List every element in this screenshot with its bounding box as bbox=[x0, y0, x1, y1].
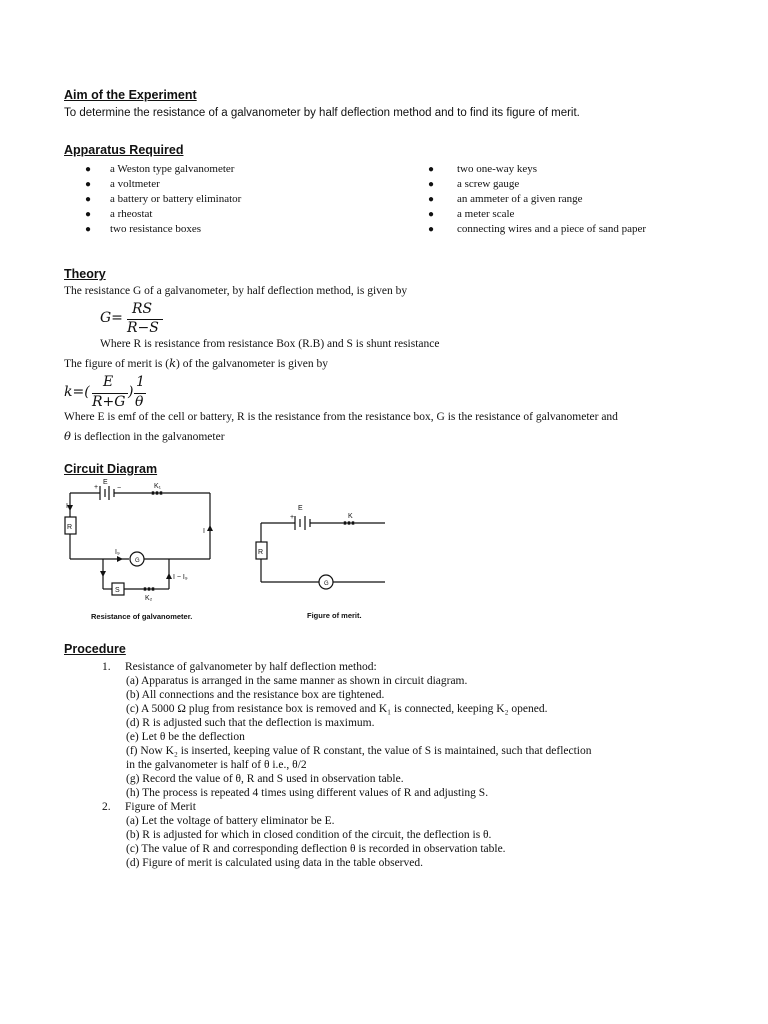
list-item: (f) Now K₂ is inserted, keeping value of R constant, the value of S is maintained, such that deflection bbox=[126, 745, 592, 757]
label-plus: + bbox=[290, 514, 295, 521]
bullet-icon: ● bbox=[428, 179, 435, 190]
formula-lhs: k=( bbox=[64, 384, 90, 400]
key-contact bbox=[151, 491, 155, 495]
arrow-icon bbox=[166, 573, 172, 579]
label-e: E bbox=[298, 505, 303, 512]
bullet-icon: ● bbox=[85, 224, 92, 235]
bullet-icon: ● bbox=[85, 164, 92, 175]
key-contact bbox=[147, 587, 151, 591]
fom-suffix: ) of the galvanometer is given by bbox=[176, 358, 329, 370]
list-item-title: Resistance of galvanometer by half deflection method: bbox=[125, 661, 377, 673]
formula-numerator: E bbox=[103, 374, 114, 390]
theory-where2-line1: Where E is emf of the cell or battery, R is the resistance from the resistance box, G is the resistance of galvanometer and bbox=[64, 411, 618, 423]
procedure-heading: Procedure bbox=[64, 642, 126, 656]
circuit-diagrams bbox=[55, 475, 385, 625]
list-item: (c) A 5000 Ω plug from resistance box is removed and K₁ is connected, keeping K₂ opened. bbox=[126, 703, 548, 715]
theta-symbol: θ bbox=[64, 429, 71, 443]
list-number: 2. bbox=[102, 801, 111, 813]
label-i-minus-ig: I − I₉ bbox=[173, 574, 188, 581]
label-k: K bbox=[348, 513, 353, 520]
fom-prefix: The figure of merit is ( bbox=[64, 358, 170, 370]
label-s: S bbox=[115, 587, 120, 594]
list-item: (b) All connections and the resistance box are tightened. bbox=[126, 689, 385, 701]
list-item: (h) The process is repeated 4 times using different values of R and adjusting S. bbox=[126, 787, 489, 799]
label-e: E bbox=[103, 479, 108, 486]
label-k1: K₁ bbox=[154, 483, 162, 490]
list-item: two one-way keys bbox=[457, 163, 538, 175]
circuit-heading: Circuit Diagram bbox=[64, 462, 158, 476]
label-ig: I₉ bbox=[115, 549, 120, 556]
key-contact bbox=[347, 521, 351, 525]
list-item: a battery or battery eliminator bbox=[110, 193, 242, 205]
list-item-title: Figure of Merit bbox=[125, 801, 196, 813]
fom-variable: k bbox=[169, 356, 177, 370]
label-i: I bbox=[66, 503, 68, 510]
list-item: (d) R is adjusted such that the deflection is maximum. bbox=[126, 717, 375, 729]
label-r: R bbox=[258, 549, 264, 556]
formula-numerator: 1 bbox=[136, 374, 145, 390]
list-item: a Weston type galvanometer bbox=[110, 163, 235, 175]
bullet-icon: ● bbox=[428, 164, 435, 175]
bullet-icon: ● bbox=[428, 194, 435, 205]
label-minus: − bbox=[117, 485, 122, 492]
list-item: (a) Let the voltage of battery eliminator be E. bbox=[126, 815, 335, 827]
formula-lhs: G= bbox=[100, 310, 123, 326]
list-item: (c) The value of R and corresponding deflection θ is recorded in observation table. bbox=[126, 843, 506, 855]
arrow-icon bbox=[100, 571, 106, 577]
formula-denominator: R−S bbox=[127, 320, 159, 336]
apparatus-heading: Apparatus Required bbox=[64, 143, 184, 157]
key-contact bbox=[351, 521, 355, 525]
list-item: a meter scale bbox=[457, 208, 515, 220]
aim-text: To determine the resistance of a galvanometer by half deflection method and to find its figure of merit. bbox=[64, 107, 580, 119]
label-i: I bbox=[203, 528, 205, 535]
key-contact bbox=[343, 521, 347, 525]
list-item: (a) Apparatus is arranged in the same manner as shown in circuit diagram. bbox=[126, 675, 468, 687]
key-contact bbox=[151, 587, 155, 591]
list-item: connecting wires and a piece of sand paper bbox=[457, 223, 647, 235]
bullet-icon: ● bbox=[428, 224, 435, 235]
list-item: (g) Record the value of θ, R and S used in observation table. bbox=[126, 773, 404, 785]
list-item: (b) R is adjusted for which in closed condition of the circuit, the deflection is θ. bbox=[126, 829, 492, 841]
theory-intro: The resistance G of a galvanometer, by half deflection method, is given by bbox=[64, 285, 408, 297]
key-contact bbox=[143, 587, 147, 591]
arrow-icon bbox=[207, 525, 213, 531]
key-contact bbox=[159, 491, 163, 495]
formula-denominator: R+G bbox=[92, 394, 126, 410]
bullet-icon: ● bbox=[85, 179, 92, 190]
theory-heading: Theory bbox=[64, 267, 106, 281]
label-k2: K₂ bbox=[145, 595, 153, 602]
caption-figure-of-merit: Figure of merit. bbox=[307, 611, 362, 620]
list-item: in the galvanometer is half of θ i.e., θ/2 bbox=[126, 759, 307, 771]
bullet-icon: ● bbox=[85, 209, 92, 220]
formula-denominator: θ bbox=[135, 394, 144, 410]
theory-where1: Where R is resistance from resistance Box (R.B) and S is shunt resistance bbox=[100, 338, 440, 350]
label-r: R bbox=[67, 524, 73, 531]
formula-close-paren: ) bbox=[128, 384, 134, 400]
caption-resistance: Resistance of galvanometer. bbox=[91, 612, 193, 621]
label-plus: + bbox=[94, 484, 99, 491]
formula-numerator: RS bbox=[132, 301, 153, 317]
list-item: an ammeter of a given range bbox=[457, 193, 583, 205]
key-contact bbox=[155, 491, 159, 495]
list-item: (d) Figure of merit is calculated using data in the table observed. bbox=[126, 857, 423, 869]
list-item: a voltmeter bbox=[110, 178, 160, 190]
bullet-icon: ● bbox=[85, 194, 92, 205]
arrow-icon bbox=[117, 556, 123, 562]
label-g: G bbox=[135, 558, 140, 564]
bullet-icon: ● bbox=[428, 209, 435, 220]
list-item: two resistance boxes bbox=[110, 223, 202, 235]
aim-heading: Aim of the Experiment bbox=[64, 88, 197, 102]
list-item: a rheostat bbox=[110, 208, 153, 220]
list-item: (e) Let θ be the deflection bbox=[126, 731, 245, 743]
list-number: 1. bbox=[102, 661, 111, 673]
label-g: G bbox=[324, 581, 329, 587]
theory-where2-line2 bbox=[64, 429, 225, 443]
theory-fom-line bbox=[64, 356, 328, 370]
where2-text: is deflection in the galvanometer bbox=[70, 431, 225, 443]
list-item: a screw gauge bbox=[457, 178, 520, 190]
